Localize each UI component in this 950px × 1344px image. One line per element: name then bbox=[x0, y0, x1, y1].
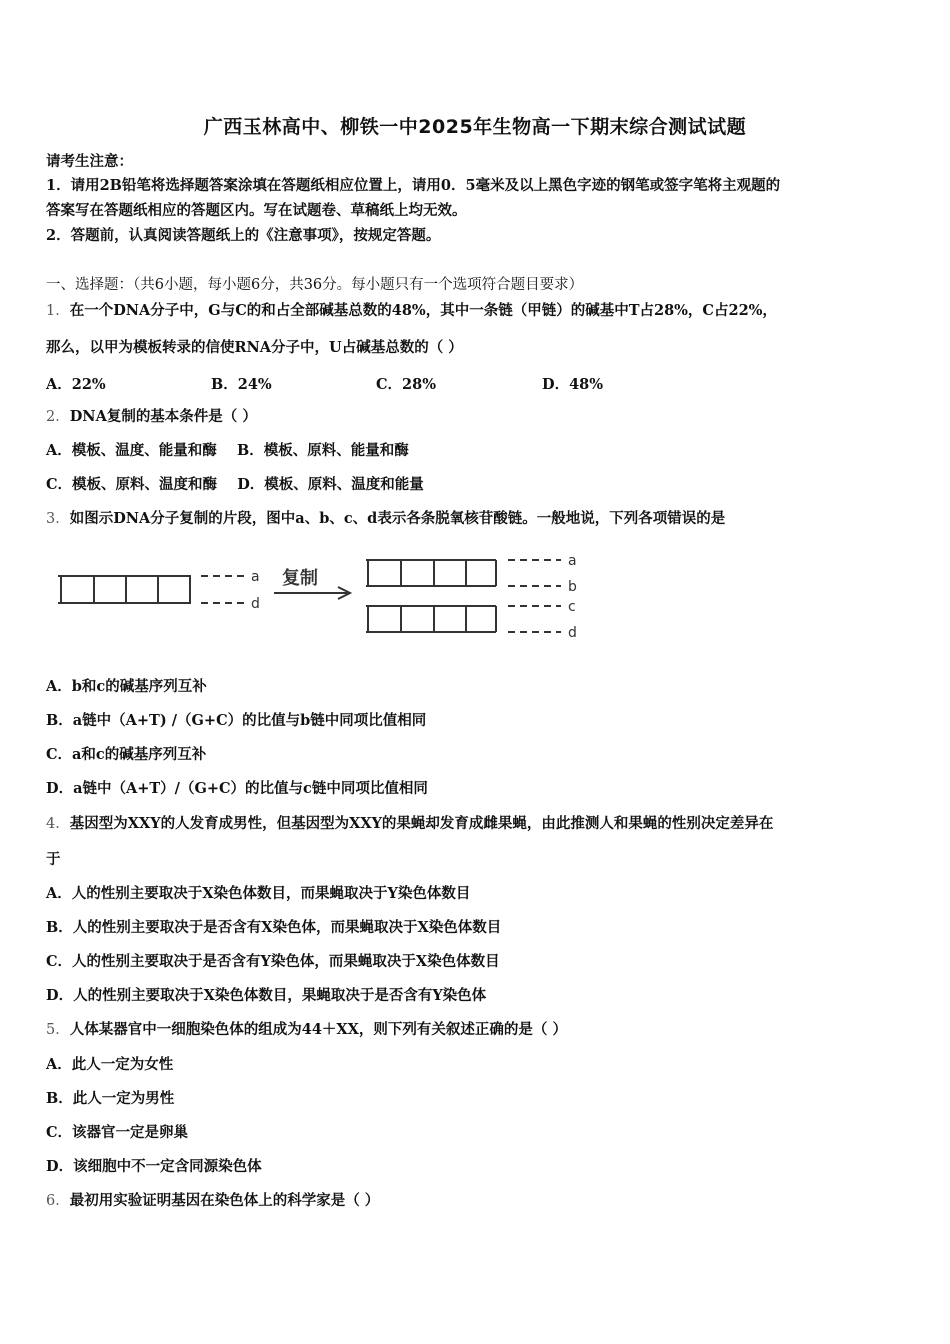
question-4-stem-line-1 bbox=[46, 814, 773, 834]
left-label-a: a bbox=[251, 569, 260, 585]
notice-item-2: 2．答题前，认真阅读答题纸上的《注意事项》，按规定答题。 bbox=[46, 227, 441, 244]
question-3-option-c: C．a和c的碱基序列互补 bbox=[46, 746, 207, 763]
question-5-option-b: B．此人一定为男性 bbox=[46, 1090, 175, 1107]
question-3-option-b: B．a链中（A+T) /（G+C）的比值与b链中同项比值相同 bbox=[46, 712, 427, 729]
question-6-number: 6． bbox=[46, 1193, 70, 1209]
question-3-stem-text: 如图示DNA分子复制的片段，图中a、b、c、d表示各条脱氧核苷酸链。一般地说，下列各项错误的是 bbox=[69, 510, 726, 527]
question-4-option-c: C．人的性别主要取决于是否含有Y染色体，而果蝇取决于X染色体数目 bbox=[46, 953, 500, 970]
question-1-option-c: C．28% bbox=[376, 376, 436, 393]
question-1-number: 1． bbox=[46, 303, 70, 319]
question-5-option-d: D．该细胞中不一定含同源染色体 bbox=[46, 1158, 262, 1175]
question-2-number: 2． bbox=[46, 409, 70, 425]
question-2-stem-text: DNA复制的基本条件是（ ） bbox=[69, 408, 257, 425]
question-1-option-d: D．48% bbox=[542, 376, 604, 393]
question-3-number: 3． bbox=[46, 511, 70, 527]
question-6-stem-text: 最初用实验证明基因在染色体上的科学家是（ ） bbox=[69, 1192, 380, 1209]
question-1-option-b: B．24% bbox=[211, 376, 272, 393]
question-3-option-d: D．a链中（A+T）/（G+C）的比值与c链中同项比值相同 bbox=[46, 780, 428, 797]
arrow-label: 复制 bbox=[282, 568, 318, 589]
question-4-option-b: B．人的性别主要取决于是否含有X染色体，而果蝇取决于X染色体数目 bbox=[46, 919, 502, 936]
question-5-stem bbox=[46, 1020, 567, 1040]
notice-heading: 请考生注意： bbox=[46, 153, 133, 170]
right-label-d: d bbox=[568, 625, 577, 641]
page-title: 广西玉林高中、柳铁一中2025年生物高一下期末综合测试试题 bbox=[203, 116, 747, 138]
question-5-option-a: A．此人一定为女性 bbox=[46, 1056, 174, 1073]
section-heading: 一、选择题：（共6小题，每小题6分，共36分。每小题只有一个选项符合题目要求） bbox=[46, 277, 584, 293]
question-1-option-a: A．22% bbox=[46, 376, 106, 393]
question-4-number: 4． bbox=[46, 816, 70, 832]
question-2-options-line-1: A．模板、温度、能量和酶 B．模板、原料、能量和酶 bbox=[46, 442, 409, 459]
question-3-option-a: A．b和c的碱基序列互补 bbox=[46, 678, 207, 695]
question-1-stem-text-1: 在一个DNA分子中，G与C的和占全部碱基总数的48%，其中一条链（甲链）的碱基中T占28%，C占22%， bbox=[69, 302, 777, 319]
question-5-number: 5． bbox=[46, 1022, 70, 1038]
question-2-stem bbox=[46, 407, 257, 427]
question-2-options-line-2: C．模板、原料、温度和酶 D．模板、原料、温度和能量 bbox=[46, 476, 424, 493]
right-label-a: a bbox=[568, 553, 577, 569]
question-4-stem-line-2: 于 bbox=[46, 851, 61, 868]
left-label-d: d bbox=[251, 596, 260, 612]
question-6-stem bbox=[46, 1191, 379, 1211]
question-4-stem-text-1: 基因型为XXY的人发育成男性，但基因型为XXY的果蝇却发育成雌果蝇，由此推测人和果蝇的性别决定差异在 bbox=[69, 815, 774, 832]
right-label-c: c bbox=[568, 599, 576, 615]
question-1-stem-line-2: 那么，以甲为模板转录的信使RNA分子中，U占碱基总数的（ ） bbox=[46, 339, 463, 356]
question-4-option-a: A．人的性别主要取决于X染色体数目，而果蝇取决于Y染色体数目 bbox=[46, 885, 471, 902]
right-label-b: b bbox=[568, 579, 577, 595]
notice-item-1-line-2: 答案写在答题纸相应的答题区内。写在试题卷、草稿纸上均无效。 bbox=[46, 202, 467, 219]
notice-item-1-line-1: 1．请用2B铅笔将选择题答案涂填在答题纸相应位置上，请用0．5毫米及以上黑色字迹的钢笔或签字笔将主观题的 bbox=[46, 177, 781, 194]
question-3-stem bbox=[46, 509, 725, 529]
question-4-option-d: D．人的性别主要取决于X染色体数目，果蝇取决于是否含有Y染色体 bbox=[46, 987, 487, 1004]
question-5-option-c: C．该器官一定是卵巢 bbox=[46, 1124, 189, 1141]
question-5-stem-text: 人体某器官中一细胞染色体的组成为44＋XX，则下列有关叙述正确的是（ ） bbox=[69, 1021, 567, 1038]
question-1-stem-line-1 bbox=[46, 301, 777, 321]
dna-replication-figure bbox=[46, 548, 606, 648]
